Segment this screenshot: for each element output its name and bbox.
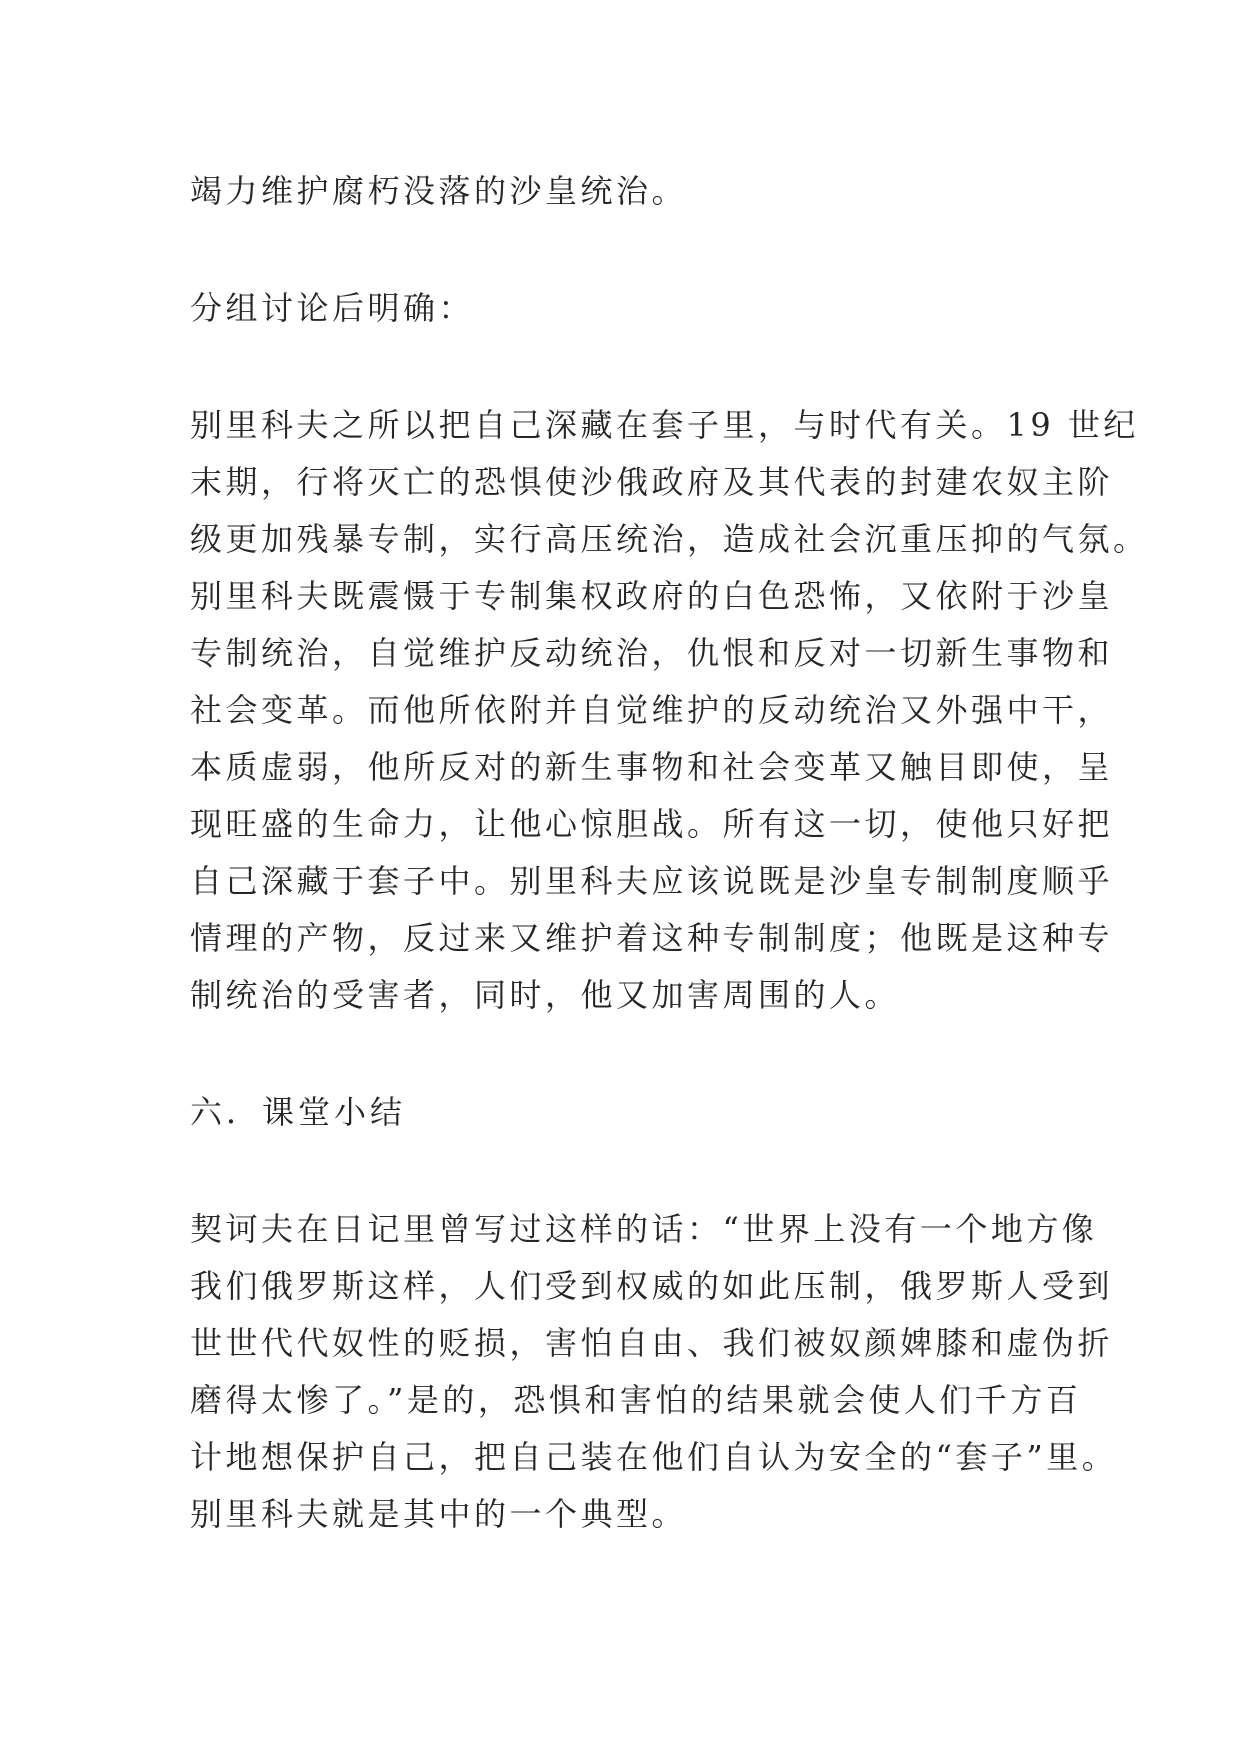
document-body xyxy=(190,163,1149,1543)
text-line: 契诃夫在日记里曾写过这样的话：“世界上没有一个地方像 xyxy=(190,1210,1098,1248)
text-line: 本质虚弱，他所反对的新生事物和社会变革又触目即使，呈 xyxy=(190,748,1114,786)
text-line: 情理的产物，反过来又维护着这种专制制度；他既是这种专 xyxy=(190,919,1114,957)
text-line: 磨得太惨了。”是的，恐惧和害怕的结果就会使人们千方百 xyxy=(190,1381,1082,1419)
section-heading-summary xyxy=(190,1084,1070,1141)
text-line: 别里科夫就是其中的一个典型。 xyxy=(190,1495,688,1533)
text-line: 计地想保护自己，把自己装在他们自认为安全的“套子”里。 xyxy=(190,1438,1118,1476)
paragraph-summary xyxy=(190,1201,1118,1543)
text-line: 自己深藏于套子中。别里科夫应该说既是沙皇专制制度顺乎 xyxy=(190,862,1114,900)
text-line: 别里科夫既震慑于专制集权政府的白色恐怖，又依附于沙皇 xyxy=(190,577,1114,615)
text-line: 竭力维护腐朽没落的沙皇统治。 xyxy=(190,172,688,210)
text-line: 世世代代奴性的贬损，害怕自由、我们被奴颜婢膝和虚伪折 xyxy=(190,1324,1114,1362)
text-line: 社会变革。而他所依附并自觉维护的反动统治又外强中干， xyxy=(190,691,1114,729)
paragraph-analysis xyxy=(190,397,1149,1024)
text-line: 我们俄罗斯这样，人们受到权威的如此压制，俄罗斯人受到 xyxy=(190,1267,1114,1305)
text-line: 级更加残暴专制，实行高压统治，造成社会沉重压抑的气氛。 xyxy=(190,520,1149,558)
text-line: 分组讨论后明确： xyxy=(190,289,475,327)
paragraph-discussion-lead xyxy=(190,280,1070,337)
section-heading-text: 六．课堂小结 xyxy=(190,1093,407,1131)
text-line: 现旺盛的生命力，让他心惊胆战。所有这一切，使他只好把 xyxy=(190,805,1114,843)
paragraph-intro xyxy=(190,163,1070,220)
text-line: 制统治的受害者，同时，他又加害周围的人。 xyxy=(190,976,901,1014)
text-line: 末期，行将灭亡的恐惧使沙俄政府及其代表的封建农奴主阶 xyxy=(190,463,1114,501)
text-line: 专制统治，自觉维护反动统治，仇恨和反对一切新生事物和 xyxy=(190,634,1114,672)
text-line: 别里科夫之所以把自己深藏在套子里，与时代有关。19 世纪 xyxy=(190,406,1139,444)
